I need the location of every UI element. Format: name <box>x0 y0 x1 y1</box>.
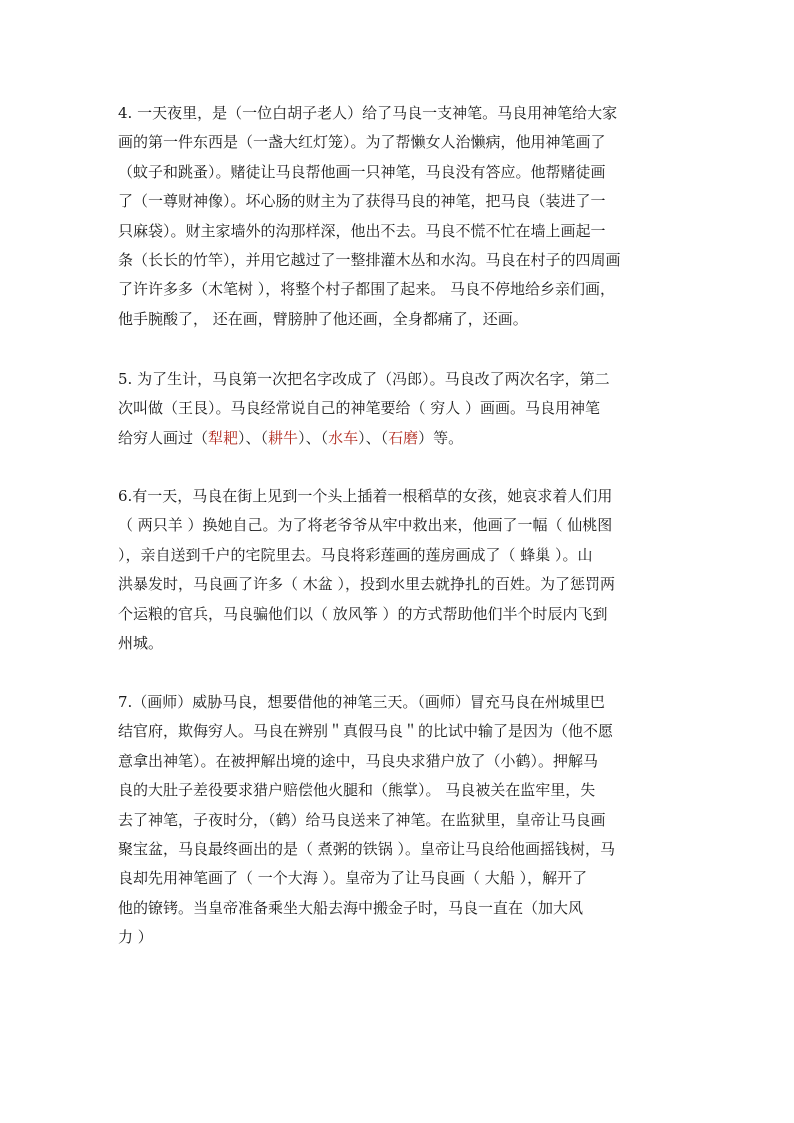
paragraph-line: 他的镣铐。当皇帝准备乘坐大船去海中搬金子时，马良一直在（加大风 <box>118 898 584 917</box>
answer-item-4: 石磨 <box>388 428 419 447</box>
answer-item-3: 水车 <box>328 428 359 447</box>
paragraph-line: 画的第一件东西是（一盏大红灯笼）。为了帮懒女人治懒病，他用神笔画了 <box>118 133 606 152</box>
paragraph-line: 4. 一天夜里，是（一位白胡子老人）给了马良一支神笔。马良用神笔给大家 <box>118 104 618 122</box>
paragraph-line: 只麻袋）。财主家墙外的沟那样深，他出不去。马良不慌不忙在墙上画起一 <box>118 221 606 240</box>
paragraph-line: 个运粮的官兵，马良骗他们以（ 放风筝 ）的方式帮助他们半个时辰内飞到 <box>118 604 608 623</box>
paragraph-7 <box>118 688 678 953</box>
paragraph-line-answers <box>118 424 678 453</box>
answers-suffix: 等。 <box>433 428 464 447</box>
paragraph-line: 去了神笔，子夜时分，（鹤）给马良送来了神笔。在监狱里，皇帝让马良画 <box>118 810 606 829</box>
paragraph-line: ），亲自送到千户的宅院里去。马良将彩莲画的莲房画成了（ 蜂巢 ）。山 <box>118 545 593 564</box>
answer-separator: ）、（ <box>298 428 329 447</box>
answer-separator: ）、（ <box>238 428 269 447</box>
paragraph-line: 5. 为了生计，马良第一次把名字改成了（冯郎）。马良改了两次名字，第二 <box>118 370 610 388</box>
paragraph-6 <box>118 482 678 658</box>
paragraph-line: 了许许多多（木笔树 ），将整个村子都围了起来。 马良不停地给乡亲们画， <box>118 280 616 299</box>
paragraph-5 <box>118 365 678 453</box>
paragraph-line: 6.有一天，马良在街上见到一个头上插着一根稻草的女孩，她哀求着人们用 <box>118 487 613 505</box>
paragraph-line: 条（长长的竹竿），并用它越过了一整排灌木丛和水沟。马良在村子的四周画 <box>118 250 621 269</box>
answer-separator: ）、（ <box>358 428 389 447</box>
paragraph-line: 聚宝盆，马良最终画出的是（ 煮粥的铁锅 ）。皇帝让马良给他画摇钱树，马 <box>118 839 616 858</box>
paragraph-line: 次叫做（王艮）。马良经常说自己的神笔要给（ 穷人 ）画画。马良用神笔 <box>118 399 601 418</box>
paragraph-line: （ 两只羊 ）换她自己。为了将老爷爷从牢中救出来，他画了一幅（ 仙桃图 <box>118 516 613 535</box>
paragraph-line: 他手腕酸了， 还在画，臂膀肿了他还画，全身都痛了，还画。 <box>118 309 528 328</box>
paragraph-line: 力 ） <box>118 928 153 947</box>
answer-item-1: 犁耙 <box>208 428 239 447</box>
paragraph-line: 了（一尊财神像）。坏心肠的财主为了获得马良的神笔，把马良（装进了一 <box>118 192 606 211</box>
paragraph-line: 州城。 <box>118 633 164 652</box>
paragraph-line: 结官府，欺侮穷人。马良在辨别＂真假马良＂的比试中输了是因为（他不愿 <box>118 722 614 741</box>
answers-prefix: 给穷人画过（ <box>118 428 209 447</box>
paragraph-line: 洪暴发时，马良画了许多（ 木盆 ），投到水里去就挣扎的百姓。为了惩罚两 <box>118 575 616 594</box>
paragraph-line: 良却先用神笔画了（ 一个大海 ）。皇帝为了让马良画（ 大船 ），解开了 <box>118 869 588 888</box>
paragraph-line: （蚊子和跳蚤）。赌徒让马良帮他画一只神笔，马良没有答应。他帮赌徒画 <box>118 162 606 181</box>
answer-close: ） <box>418 428 434 447</box>
paragraph-line: 意拿出神笔）。在被押解出境的途中，马良央求猎户放了（小鹤）。押解马 <box>118 751 599 770</box>
answer-item-2: 耕牛 <box>268 428 299 447</box>
paragraph-4 <box>118 99 678 334</box>
paragraph-line: 良的大肚子差役要求猎户赔偿他火腿和（熊掌）。 马良被关在监牢里，失 <box>118 781 596 800</box>
paragraph-line: 7.（画师）威胁马良，想要借他的神笔三天。（画师）冒充马良在州城里巴 <box>118 693 605 711</box>
